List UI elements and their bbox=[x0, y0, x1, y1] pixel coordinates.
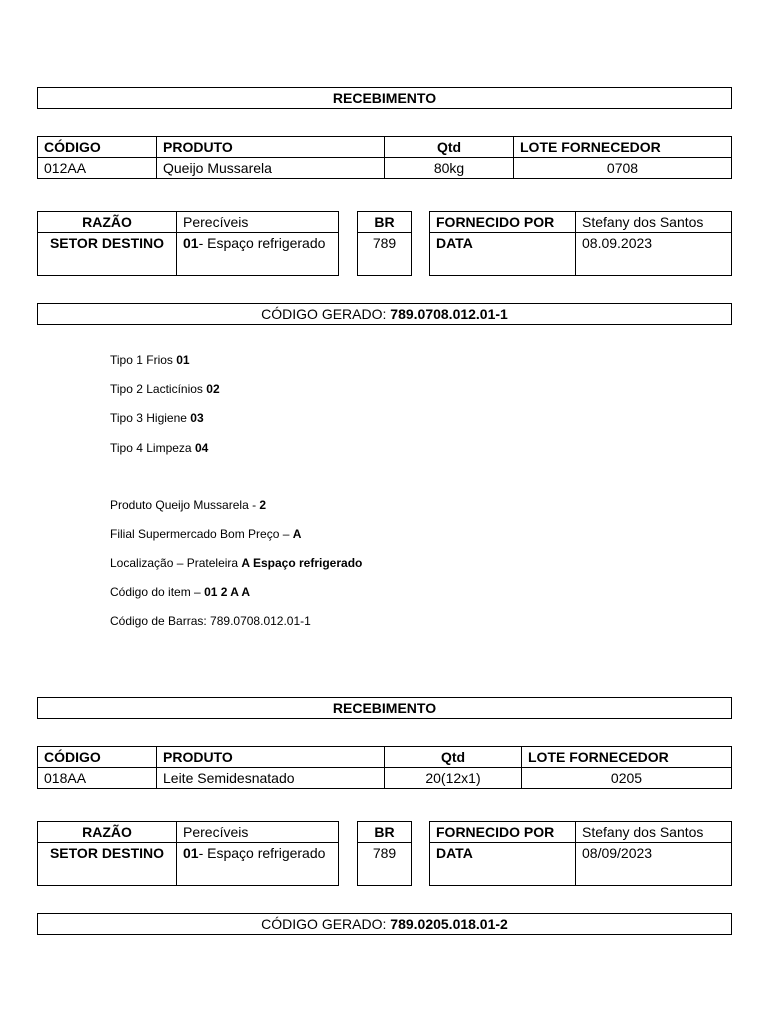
localizacao-note bbox=[110, 556, 362, 570]
setor-destino-value bbox=[177, 843, 339, 886]
table-header-row bbox=[38, 137, 732, 158]
tipo-code: 02 bbox=[206, 382, 220, 396]
cell-codigo: 012AA bbox=[38, 158, 157, 179]
setor-destino-value bbox=[177, 233, 339, 276]
fornecido-label: FORNECIDO POR bbox=[430, 212, 576, 233]
fornecido-value: Stefany dos Santos bbox=[576, 822, 732, 843]
razao-label: RAZÃO bbox=[38, 212, 177, 233]
br-value: 789 bbox=[358, 843, 412, 886]
setor-code: 01 bbox=[183, 845, 199, 861]
record2-product-table bbox=[37, 746, 732, 789]
tipo-code: 04 bbox=[194, 441, 209, 455]
header-qtd: Qtd bbox=[385, 747, 522, 768]
razao-value: Perecíveis bbox=[177, 212, 339, 233]
codigo-item-note-value: 01 2 A A bbox=[204, 585, 251, 599]
cell-produto: Queijo Mussarela bbox=[157, 158, 385, 179]
tipo-2 bbox=[110, 382, 220, 396]
gen-label: CÓDIGO GERADO: bbox=[261, 916, 391, 932]
tipo-label: Tipo 4 Limpeza bbox=[110, 441, 195, 455]
record2-fornecido-table bbox=[429, 821, 732, 886]
br-label: BR bbox=[358, 212, 412, 233]
cell-lote: 0708 bbox=[514, 158, 732, 179]
produto-note-value: 2 bbox=[259, 498, 267, 512]
br-value: 789 bbox=[358, 233, 412, 276]
cell-produto: Leite Semidesnatado bbox=[157, 768, 385, 789]
gen-value: 789.0205.018.01-2 bbox=[390, 916, 508, 932]
cell-qtd: 20(12x1) bbox=[385, 768, 522, 789]
tipo-label: Tipo 3 Higiene bbox=[110, 411, 191, 425]
table-row bbox=[38, 768, 732, 789]
header-qtd: Qtd bbox=[385, 137, 514, 158]
record1-codigo-gerado bbox=[37, 303, 732, 325]
fornecido-value: Stefany dos Santos bbox=[576, 212, 732, 233]
tipo-1 bbox=[110, 353, 190, 367]
filial-note-label: Filial Supermercado Bom Preço – bbox=[110, 527, 293, 541]
header-produto: PRODUTO bbox=[157, 747, 385, 768]
record2-codigo-gerado bbox=[37, 913, 732, 935]
filial-note-value: A bbox=[292, 527, 302, 541]
header-lote: LOTE FORNECEDOR bbox=[514, 137, 732, 158]
localizacao-note-label: Localização – Prateleira bbox=[110, 556, 242, 570]
codigo-barras-note-label: Código de Barras: 789.0708.012.01-1 bbox=[110, 614, 311, 628]
br-label: BR bbox=[358, 822, 412, 843]
header-lote: LOTE FORNECEDOR bbox=[522, 747, 732, 768]
record2-title: RECEBIMENTO bbox=[37, 697, 732, 719]
filial-note bbox=[110, 527, 301, 541]
produto-note-label: Produto Queijo Mussarela - bbox=[110, 498, 260, 512]
table-header-row bbox=[38, 747, 732, 768]
header-codigo: CÓDIGO bbox=[38, 747, 157, 768]
produto-note bbox=[110, 498, 266, 512]
razao-label: RAZÃO bbox=[38, 822, 177, 843]
tipo-3 bbox=[110, 411, 204, 425]
record1-title: RECEBIMENTO bbox=[37, 87, 732, 109]
table-row bbox=[38, 158, 732, 179]
data-label: DATA bbox=[430, 233, 576, 276]
gen-value: 789.0708.012.01-1 bbox=[390, 306, 508, 322]
setor-text: - Espaço refrigerado bbox=[198, 235, 326, 251]
record2-br-table bbox=[357, 821, 412, 886]
data-value: 08/09/2023 bbox=[576, 843, 732, 886]
record1-br-table bbox=[357, 211, 412, 276]
localizacao-note-value: A Espaço refrigerado bbox=[241, 556, 363, 570]
data-label: DATA bbox=[430, 843, 576, 886]
codigo-item-note-label: Código do item – bbox=[110, 585, 205, 599]
tipo-4 bbox=[110, 441, 208, 455]
tipo-label: Tipo 1 Frios bbox=[110, 353, 177, 367]
header-produto: PRODUTO bbox=[157, 137, 385, 158]
cell-qtd: 80kg bbox=[385, 158, 514, 179]
cell-codigo: 018AA bbox=[38, 768, 157, 789]
tipo-label: Tipo 2 Lacticínios bbox=[110, 382, 207, 396]
record1-razao-table bbox=[37, 211, 339, 276]
record1-fornecido-table bbox=[429, 211, 732, 276]
setor-destino-label: SETOR DESTINO bbox=[38, 233, 177, 276]
setor-code: 01 bbox=[183, 235, 199, 251]
cell-lote: 0205 bbox=[522, 768, 732, 789]
setor-text: - Espaço refrigerado bbox=[198, 845, 326, 861]
fornecido-label: FORNECIDO POR bbox=[430, 822, 576, 843]
razao-value: Perecíveis bbox=[177, 822, 339, 843]
record1-product-table bbox=[37, 136, 732, 179]
codigo-item-note bbox=[110, 585, 250, 599]
tipo-code: 03 bbox=[190, 411, 204, 425]
setor-destino-label: SETOR DESTINO bbox=[38, 843, 177, 886]
record2-razao-table bbox=[37, 821, 339, 886]
data-value: 08.09.2023 bbox=[576, 233, 732, 276]
codigo-barras-note bbox=[110, 614, 311, 628]
header-codigo: CÓDIGO bbox=[38, 137, 157, 158]
tipo-code: 01 bbox=[176, 353, 190, 367]
gen-label: CÓDIGO GERADO: bbox=[261, 306, 391, 322]
